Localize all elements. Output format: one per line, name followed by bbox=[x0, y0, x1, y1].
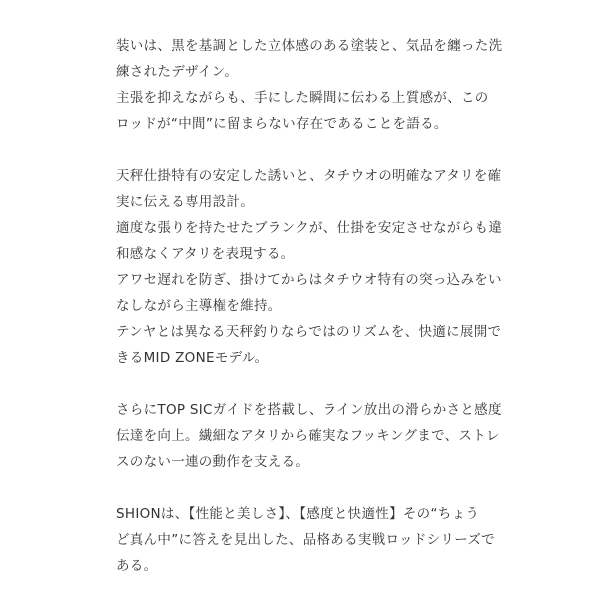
text-line: 主張を抑えながらも、手にした瞬間に伝わる上質感が、この bbox=[116, 90, 489, 106]
paragraph-function bbox=[116, 163, 503, 371]
text-line: 装いは、黒を基調とした立体感のある塗装と、気品を纏った洗 bbox=[116, 38, 503, 54]
text-line: SHIONは、【性能と美しさ】、【感度と快適性】その“ちょう bbox=[116, 506, 480, 522]
text-line: アワセ遅れを防ぎ、掛けてからはタチウオ特有の突っ込みをい bbox=[116, 272, 502, 288]
text-line: ど真ん中”に答えを見出した、品格ある実戦ロッドシリーズで bbox=[116, 532, 495, 548]
text-line: さらにTOP SICガイドを搭載し、ライン放出の滑らかさと感度 bbox=[116, 402, 502, 418]
text-line: テンヤとは異なる天秤釣りならではのリズムを、快適に展開で bbox=[116, 324, 502, 340]
text-line: きるMID ZONEモデル。 bbox=[116, 350, 269, 366]
text-line: 実に伝える専用設計。 bbox=[116, 194, 254, 210]
text-line: ロッドが“中間”に留まらない存在であることを語る。 bbox=[116, 116, 448, 132]
paragraph-summary bbox=[116, 501, 496, 579]
text-line: スのない一連の動作を支える。 bbox=[116, 454, 310, 470]
text-line: 天秤仕掛特有の安定した誘いと、タチウオの明確なアタリを確 bbox=[116, 168, 502, 184]
paragraph-design bbox=[116, 33, 503, 137]
paragraph-guide bbox=[116, 397, 502, 475]
text-line: 和感なくアタリを表現する。 bbox=[116, 246, 295, 262]
text-line: ある。 bbox=[116, 558, 158, 574]
product-description bbox=[116, 33, 503, 579]
text-line: 適度な張りを持たせたブランクが、仕掛を安定させながらも違 bbox=[116, 220, 503, 236]
text-line: 伝達を向上。繊細なアタリから確実なフッキングまで、ストレ bbox=[116, 428, 500, 444]
text-line: 練されたデザイン。 bbox=[116, 64, 239, 80]
text-line: なしながら主導権を維持。 bbox=[116, 298, 282, 314]
